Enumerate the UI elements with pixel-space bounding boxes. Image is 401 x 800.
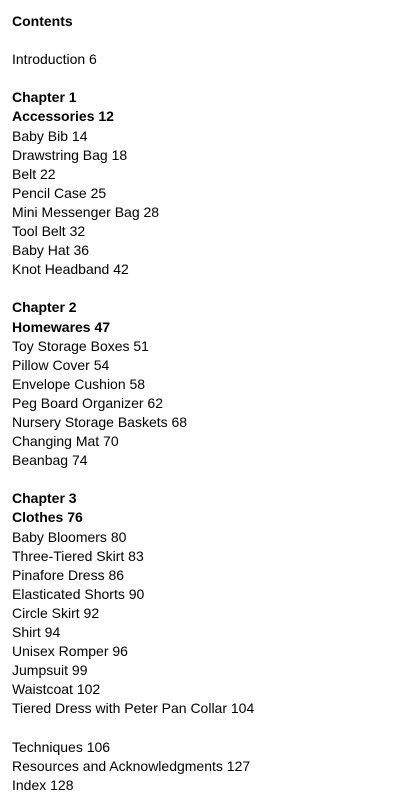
toc-entry[interactable]: Knot Headband 42 [12, 261, 129, 278]
toc-entry[interactable]: Toy Storage Boxes 51 [12, 337, 149, 354]
toc-entry[interactable]: Baby Hat 36 [12, 242, 90, 259]
spacer [12, 470, 397, 489]
toc-entry-resources[interactable]: Resources and Acknowledgments 127 [12, 757, 251, 774]
toc-entry[interactable]: Baby Bloomers 80 [12, 528, 127, 545]
chapter-3-heading: Chapter 3 [12, 490, 77, 507]
toc-entry[interactable]: Circle Skirt 92 [12, 604, 100, 621]
toc-entry[interactable]: Beanbag 74 [12, 452, 88, 469]
toc-entry[interactable]: Changing Mat 70 [12, 433, 119, 450]
toc-entry[interactable]: Pencil Case 25 [12, 184, 107, 201]
spacer [12, 718, 397, 737]
spacer [12, 279, 397, 298]
spacer [12, 31, 397, 50]
toc-entry[interactable]: Jumpsuit 99 [12, 662, 88, 679]
toc-entry[interactable]: Nursery Storage Baskets 68 [12, 413, 188, 430]
chapter-2-title[interactable]: Homewares 47 [12, 318, 111, 335]
toc-entry[interactable]: Elasticated Shorts 90 [12, 585, 145, 602]
toc-entry[interactable]: Baby Bib 14 [12, 127, 88, 144]
toc-entry[interactable]: Tool Belt 32 [12, 223, 86, 240]
chapter-3-title[interactable]: Clothes 76 [12, 509, 83, 526]
chapter-1-heading: Chapter 1 [12, 89, 77, 106]
chapter-2-heading: Chapter 2 [12, 299, 77, 316]
spacer [12, 69, 397, 88]
toc-entry[interactable]: Envelope Cushion 58 [12, 375, 146, 392]
toc-entry-introduction[interactable]: Introduction 6 [12, 51, 97, 68]
toc-entry[interactable]: Drawstring Bag 18 [12, 146, 128, 163]
toc-entry[interactable]: Three-Tiered Skirt 83 [12, 547, 144, 564]
toc-entry[interactable]: Tiered Dress with Peter Pan Collar 104 [12, 700, 255, 717]
toc-entry[interactable]: Unisex Romper 96 [12, 643, 128, 660]
toc-entry[interactable]: Mini Messenger Bag 28 [12, 203, 160, 220]
toc-entry[interactable]: Pinafore Dress 86 [12, 566, 125, 583]
table-of-contents [12, 12, 397, 795]
contents-title: Contents [12, 13, 73, 29]
toc-entry[interactable]: Belt 22 [12, 165, 56, 182]
chapter-1-title[interactable]: Accessories 12 [12, 108, 114, 125]
toc-entry-index[interactable]: Index 128 [12, 776, 74, 793]
toc-entry[interactable]: Pillow Cover 54 [12, 356, 110, 373]
toc-entry[interactable]: Peg Board Organizer 62 [12, 394, 163, 411]
toc-entry[interactable]: Waistcoat 102 [12, 681, 101, 698]
toc-entry-techniques[interactable]: Techniques 106 [12, 738, 111, 755]
toc-entry[interactable]: Shirt 94 [12, 624, 61, 640]
